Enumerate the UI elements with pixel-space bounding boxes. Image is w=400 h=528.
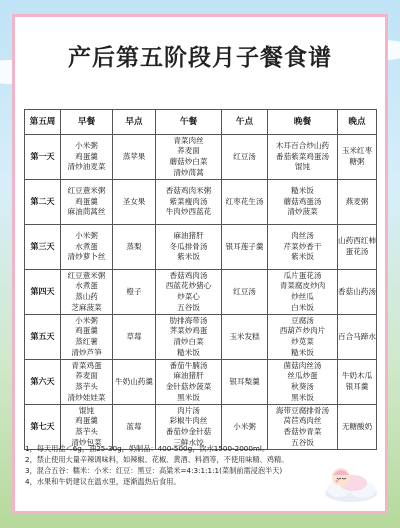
dish-item: 蒸苹果 [122, 151, 146, 161]
column-header: 晚餐 [268, 110, 338, 135]
dish-item: 清炒芦笋 [71, 347, 102, 357]
day-label: 第五天 [25, 315, 61, 360]
morning-snack-cell [113, 360, 156, 405]
dish-item: 银耳梨羹 [229, 376, 260, 386]
lunch-cell [156, 225, 222, 270]
dish-item: 香菇山药汤 [338, 286, 376, 296]
note-line: 3，混合五谷：糯米：小米：红豆：黑豆：高粱米=4:3:1:1:1(菜制前需浸泡半天) [25, 466, 283, 475]
night-snack-cell [338, 270, 377, 315]
dish-item: 清炒包菜 [71, 437, 102, 447]
dish-item: 蒸芋头 [75, 427, 98, 436]
day-label: 第二天 [25, 180, 61, 225]
dish-item: 百合马蹄水 [338, 331, 376, 341]
dish-item: 蒸山药 [75, 292, 98, 301]
afternoon-snack-cell [222, 225, 268, 270]
dish-item: 银耳羹 [345, 382, 369, 391]
dish-item: 清炒白菜 [173, 337, 204, 346]
dish-item: 冬瓜排骨汤 [169, 241, 208, 251]
dish-item: 香菇炒青菜 [283, 427, 322, 436]
dish-item: 莴苣鸡肉丝 [283, 416, 322, 426]
dish-item: 青菜肉丝 [173, 135, 204, 145]
column-header: 早餐 [61, 110, 113, 135]
dish-item: 红枣花生汤 [225, 196, 264, 206]
dish-item: 海带豆腐排骨汤 [275, 405, 330, 415]
lunch-cell [156, 315, 222, 360]
dinner-cell [268, 180, 338, 225]
column-header: 第五周 [25, 110, 61, 135]
dish-item: 清炒萝卜丝 [67, 252, 106, 262]
dish-item: 牛肉炒西蓝花 [165, 207, 212, 217]
dish-item: 五谷饭 [177, 302, 200, 312]
dish-item: 糖粥 [349, 157, 365, 166]
dish-item: 鸡蛋羹 [75, 416, 98, 426]
dish-item: 紫米饭 [291, 252, 314, 262]
dish-item: 荞麦面 [75, 371, 98, 381]
dish-item: 蘑菇炒白菜 [169, 157, 208, 166]
table-row [25, 360, 377, 405]
dish-item: 蒸芋头 [75, 382, 98, 391]
dish-item: 紫菜瘦肉汤 [169, 196, 208, 206]
morning-snack-cell [113, 315, 156, 360]
lunch-cell [156, 135, 222, 180]
dish-item: 馄饨 [78, 405, 95, 415]
column-header: 早点 [113, 110, 156, 135]
dish-item: 水煮蛋 [75, 281, 98, 291]
afternoon-snack-cell [222, 180, 268, 225]
dish-item: 鸡蛋羹 [75, 151, 98, 161]
afternoon-snack-cell [222, 360, 268, 405]
dish-item: 麻油猪肝 [173, 371, 204, 381]
dish-item: 五谷饭 [291, 437, 314, 447]
day-label: 第一天 [25, 135, 61, 180]
dish-item: 无糖酸奶 [341, 421, 373, 431]
dish-item: 燕麦粥 [345, 196, 369, 206]
dish-item: 麻油猪肝 [173, 231, 204, 241]
afternoon-snack-cell [222, 315, 268, 360]
dish-item: 豆腐汤 [291, 315, 314, 325]
dinner-cell [268, 315, 338, 360]
dish-item: 白米饭 [291, 302, 314, 312]
dish-item: 清炒油麦菜 [67, 162, 106, 172]
night-snack-cell [338, 405, 377, 450]
dish-item: 肉丝汤 [291, 231, 314, 241]
dish-item: 橙子 [126, 286, 142, 296]
dinner-cell [268, 270, 338, 315]
table-row [25, 225, 377, 270]
column-header: 晚点 [338, 110, 377, 135]
table-row [25, 135, 377, 180]
dish-item: 麻油茼蒿丝 [67, 207, 106, 217]
dish-item: 银耳莲子羹 [225, 241, 264, 251]
dish-item: 香菇鸡肉米粥 [165, 186, 212, 196]
afternoon-snack-cell [222, 270, 268, 315]
dish-item: 鸡蛋羹 [75, 326, 98, 336]
dish-item: 小米粥 [75, 231, 98, 241]
breakfast-cell [61, 270, 113, 315]
dinner-cell [268, 225, 338, 270]
night-snack-cell [338, 315, 377, 360]
dish-item: 菌菇肉丝汤 [283, 360, 322, 370]
dish-item: 秋葵汤 [291, 382, 314, 391]
dish-item: 蛋花汤 [345, 247, 369, 256]
night-snack-cell [338, 135, 377, 180]
dish-item: 金针菇炒菠菜 [165, 382, 212, 391]
breakfast-cell [61, 135, 113, 180]
note-line: 1，每天用盐＜6g，油25-30g，奶制品：400-500g，饮水1500-2000ml。 [25, 444, 270, 453]
breakfast-cell [61, 225, 113, 270]
page-title: 产后第五阶段月子餐食谱 [68, 45, 332, 71]
dish-item: 番茄炒金针菇 [165, 427, 212, 436]
lunch-cell [156, 270, 222, 315]
lunch-cell [156, 360, 222, 405]
dish-item: 玉米发糕 [229, 331, 260, 341]
dish-item: 紫米饭 [177, 252, 200, 262]
dish-item: 荠菜炒鸡蛋 [169, 326, 208, 336]
dish-item: 西葫芦炒肉片 [279, 326, 326, 336]
breakfast-cell [61, 180, 113, 225]
dish-item: 炒苋菜 [291, 337, 314, 346]
morning-snack-cell [113, 270, 156, 315]
dish-item: 炒丝瓜 [291, 292, 314, 301]
notes-section [25, 443, 325, 487]
table-header-row [25, 110, 377, 135]
dish-item: 青菜腐皮炒肉 [279, 281, 326, 291]
dish-item: 丝瓜炒蛋 [287, 371, 318, 381]
dish-item: 木耳百合炒山药 [275, 141, 330, 151]
day-label: 第六天 [25, 360, 61, 405]
dish-item: 糙米饭 [291, 347, 314, 357]
dish-item: 馄饨 [294, 162, 311, 172]
day-label: 第四天 [25, 270, 61, 315]
dish-item: 圣女果 [122, 196, 146, 206]
dish-item: 糙米饭 [291, 186, 314, 196]
dish-item: 肉片汤 [177, 405, 200, 415]
dish-item: 清炒茼蒿 [173, 167, 204, 177]
column-header: 午餐 [156, 110, 222, 135]
dish-item: 三鲜水饺 [173, 437, 204, 447]
lunch-cell [156, 180, 222, 225]
dish-item: 彩椒牛肉丝 [169, 416, 208, 426]
dish-item: 芹菜炒香干 [283, 241, 322, 251]
sleeping-baby-icon [323, 459, 379, 503]
dish-item: 小米粥 [233, 421, 256, 431]
night-snack-cell [338, 225, 377, 270]
morning-snack-cell [113, 135, 156, 180]
dish-item: 蓝莓 [126, 421, 142, 431]
dish-item: 玉米红枣 [341, 146, 373, 156]
dish-item: 番茄紫菜鸡蛋汤 [275, 151, 330, 161]
dinner-cell [268, 135, 338, 180]
dish-item: 西蓝花炒猪心 [165, 281, 212, 291]
dish-item: 小米粥 [75, 315, 98, 325]
dish-item: 红豆汤 [233, 151, 256, 161]
night-snack-cell [338, 180, 377, 225]
table-row [25, 315, 377, 360]
dish-item: 番茄牛腩汤 [169, 360, 208, 370]
dish-item: 黑米饭 [291, 392, 314, 402]
table-row [25, 180, 377, 225]
dish-item: 牛奶木瓜 [341, 371, 373, 381]
dish-item: 水煮蛋 [75, 241, 98, 251]
day-label: 第七天 [25, 405, 61, 450]
column-header: 午点 [222, 110, 268, 135]
night-snack-cell [338, 360, 377, 405]
morning-snack-cell [113, 180, 156, 225]
meal-plan-table [24, 109, 377, 450]
morning-snack-cell [113, 225, 156, 270]
dish-item: 炒菜心 [177, 292, 200, 301]
dish-item: 小米粥 [75, 141, 98, 151]
dish-item: 山药西红柿 [338, 236, 376, 246]
dish-item: 草莓 [126, 331, 142, 341]
breakfast-cell [61, 360, 113, 405]
dish-item: 红豆薏米粥 [67, 186, 106, 196]
dish-item: 牛奶山药羹 [115, 376, 153, 386]
dish-item: 肋排海带汤 [169, 315, 208, 325]
dish-item: 瓜片蛋花汤 [283, 270, 322, 280]
dish-item: 鸡蛋羹 [75, 196, 98, 206]
dish-item: 荞麦面 [177, 146, 200, 156]
dish-item: 青菜鸡蛋 [71, 360, 102, 370]
dish-item: 蒸红薯 [75, 337, 98, 346]
note-line: 4，水果和牛奶建议在温水里，逐渐温热后食用。 [25, 477, 181, 486]
dish-item: 香菇鸡肉汤 [169, 270, 208, 280]
day-label: 第三天 [25, 225, 61, 270]
menu-card [12, 14, 388, 514]
dish-item: 清炒菠菜 [287, 207, 318, 217]
dish-item: 黑米饭 [177, 392, 200, 402]
breakfast-cell [61, 315, 113, 360]
table-row [25, 270, 377, 315]
note-line: 2，禁止使用大量辛辣调味料，如辣椒、花椒、黄酒、料酒等，不使用味精、鸡精。 [25, 455, 289, 464]
dish-item: 糙米饭 [177, 347, 200, 357]
dish-item: 蒸梨 [126, 241, 142, 251]
dish-item: 芝麻菠菜 [71, 302, 102, 312]
dish-item: 红豆汤 [233, 286, 256, 296]
meal-table-body [25, 135, 377, 450]
dish-item: 红豆薏米粥 [67, 270, 106, 280]
dish-item: 清炒娃娃菜 [67, 392, 106, 402]
dish-item: 蘑菇鸡蛋汤 [283, 196, 322, 206]
afternoon-snack-cell [222, 135, 268, 180]
dinner-cell [268, 360, 338, 405]
